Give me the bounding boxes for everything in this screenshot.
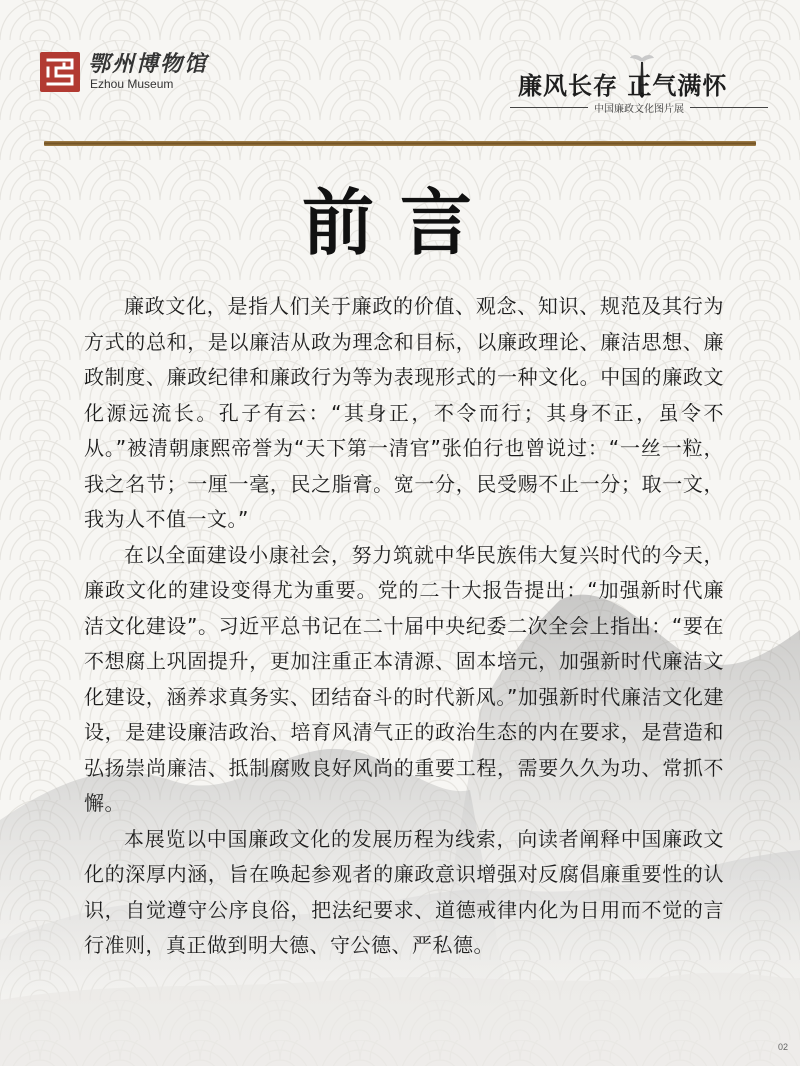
header-divider: [44, 141, 756, 146]
preface-body: [84, 289, 724, 964]
paragraph-1: 廉政文化，是指人们关于廉政的价值、观念、知识、规范及其行为方式的总和，是以廉洁从政为理念和目标，以廉政理论、廉洁思想、廉政制度、廉政纪律和廉政行为等为表现形式的一种文化。中国的廉政文化源远流长。孔子有云：“其身正，不令而行；其身不正，虽令不从。”被清朝康熙帝誉为“天下第一清官”张伯行也曾说过：“一丝一粒，我之名节；一厘一毫，民之脂膏。宽一分，民受赐不止一分；取一文，我为人不值一文。”: [84, 294, 724, 531]
paragraph-2: 在以全面建设小康社会，努力筑就中华民族伟大复兴时代的今天，廉政文化的建设变得尤为重要。党的二十大报告提出：“加强新时代廉洁文化建设”。习近平总书记在二十届中央纪委二次全会上指出：“要在不想腐上巩固提升，更加注重正本清源、固本培元，加强新时代廉洁文化建设，涵养求真务实、团结奋斗的时代新风。”加强新时代廉洁文化建设，是建设廉洁政治、培育风清气正的政治生态的内在要求，是营造和弘扬崇尚廉洁、抵制腐败良好风尚的重要工程，需要久久为功、常抓不懈。: [84, 542, 724, 815]
exhibition-title: 廉风长存 正气满怀: [518, 71, 728, 100]
museum-name-cn: 鄂州博物馆: [88, 51, 209, 77]
subtitle-line-left: [510, 107, 588, 108]
paragraph-3: 本展览以中国廉政文化的发展历程为线索，向读者阐释中国廉政文化的深厚内涵，旨在唤起参观者的廉政意识增强对反腐倡廉重要性的认识，自觉遵守公序良俗，把法纪要求、道德戒律内化为日用而不觉的言行准则，真正做到明大德、守公德、严私德。: [84, 826, 724, 957]
page-title: 前言: [301, 180, 498, 265]
subtitle-line-right: [690, 107, 768, 108]
museum-name-en: Ezhou Museum: [90, 77, 174, 91]
museum-logo: [40, 52, 208, 92]
exhibition-banner: [510, 52, 768, 115]
exhibition-subtitle: 中国廉政文化图片展: [594, 104, 684, 115]
page-header: [0, 0, 800, 160]
page-number: 02: [777, 1042, 788, 1052]
museum-seal-icon: [40, 52, 80, 92]
